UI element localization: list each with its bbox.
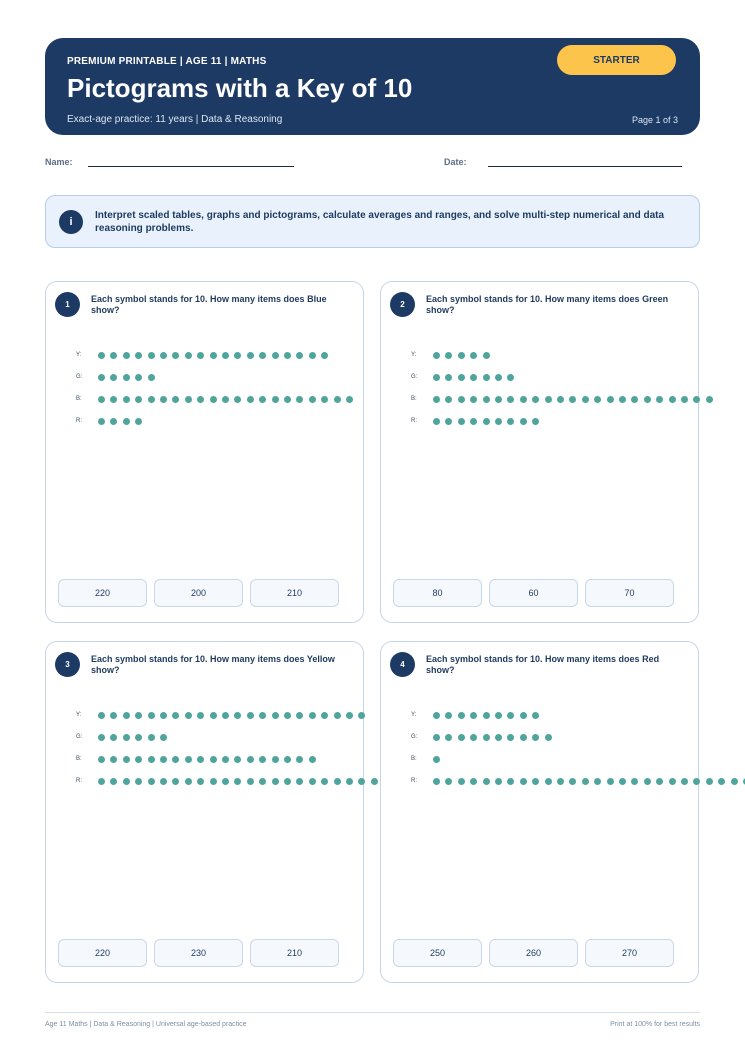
pictogram-symbol [470,374,477,381]
pictogram-symbol [470,396,477,403]
answer-option[interactable]: 220 [58,939,147,967]
pictogram-symbol [495,418,502,425]
info-box [45,195,700,248]
info-icon: i [59,210,83,234]
pictogram-symbol [358,778,365,785]
pictogram-symbol [160,778,167,785]
pictogram-symbol [110,374,117,381]
pictogram-symbol [247,778,254,785]
pictogram-symbol [309,352,316,359]
pictogram-symbol [569,396,576,403]
footer-left: Age 11 Maths | Data & Reasoning | Universal age-based practice [45,1021,247,1028]
pictogram-symbol [458,778,465,785]
pictogram-symbol [532,734,539,741]
pictogram-symbol [520,712,527,719]
pictogram-symbol [520,396,527,403]
answer-option[interactable]: 200 [154,579,243,607]
pictogram-symbol [284,352,291,359]
pictogram-symbol [98,374,105,381]
pictogram-symbol [656,396,663,403]
pictogram-symbol [172,756,179,763]
row-label: G: [411,374,418,380]
pictogram-symbol [110,418,117,425]
pictogram-symbol [557,778,564,785]
pictogram-symbol [458,712,465,719]
row-label: R: [411,778,417,784]
pictogram-symbol [309,712,316,719]
pictogram-symbol [135,778,142,785]
pictogram-symbol [110,396,117,403]
pictogram-symbol [110,734,117,741]
question-text: Each symbol stands for 10. How many items does Yellow show? [91,654,335,675]
pictogram-symbol [358,712,365,719]
pictogram-symbol [321,712,328,719]
pictogram-symbol [507,712,514,719]
pictogram-symbol [433,756,440,763]
row-label: R: [76,418,82,424]
question-number: 3 [55,652,80,677]
pictogram-symbol [607,396,614,403]
row-label: G: [411,734,418,740]
pictogram-symbol [445,778,452,785]
pictogram-symbol [681,778,688,785]
pictogram-symbol [433,374,440,381]
pictogram-symbol [309,396,316,403]
pictogram-symbol [582,396,589,403]
pictogram-symbol [197,756,204,763]
pictogram-symbol [272,778,279,785]
pictogram-symbol [644,778,651,785]
question-text: Each symbol stands for 10. How many items does Green show? [426,294,669,315]
pictogram-symbol [520,778,527,785]
pictogram-symbol [433,734,440,741]
footer-right: Print at 100% for best results [610,1021,700,1028]
row-label: B: [76,396,82,402]
pictogram-symbol [507,734,514,741]
pictogram-symbol [123,712,130,719]
pictogram-symbol [98,778,105,785]
answer-option[interactable]: 60 [489,579,578,607]
pictogram-symbol [110,756,117,763]
pictogram-symbol [185,396,192,403]
pictogram-symbol [433,418,440,425]
pictogram-symbol [495,396,502,403]
question-card [380,281,699,623]
pictogram-symbol [371,778,378,785]
pictogram-symbol [557,396,564,403]
pictogram-symbol [433,396,440,403]
pictogram-symbol [309,778,316,785]
pictogram-symbol [110,712,117,719]
pictogram-symbol [284,712,291,719]
pictogram-symbol [259,396,266,403]
pictogram-symbol [433,778,440,785]
pictogram-symbol [669,778,676,785]
pictogram-symbol [210,712,217,719]
answer-option[interactable]: 70 [585,579,674,607]
pictogram-symbol [445,712,452,719]
pictogram-symbol [172,352,179,359]
pictogram-symbol [296,396,303,403]
pictogram-symbol [532,778,539,785]
pictogram-symbol [706,396,713,403]
pictogram-symbol [284,756,291,763]
pictogram-symbol [594,778,601,785]
row-label: B: [411,396,417,402]
pictogram-symbol [582,778,589,785]
pictogram-symbol [185,778,192,785]
pictogram-symbol [458,734,465,741]
pictogram-symbol [135,756,142,763]
answer-option[interactable]: 260 [489,939,578,967]
pictogram-symbol [458,374,465,381]
pictogram-symbol [433,352,440,359]
pictogram-symbol [185,352,192,359]
row-label: R: [76,778,82,784]
pictogram-symbol [507,374,514,381]
pictogram-symbol [731,778,738,785]
pictogram-symbol [532,396,539,403]
pictogram-symbol [545,778,552,785]
pictogram-symbol [296,352,303,359]
question-number: 4 [390,652,415,677]
pictogram-symbol [160,756,167,763]
pictogram-symbol [234,778,241,785]
pictogram-symbol [321,396,328,403]
pictogram-symbol [445,374,452,381]
pictogram-symbol [296,778,303,785]
pictogram-symbol [594,396,601,403]
pictogram-symbol [98,352,105,359]
question-card [45,281,364,623]
row-label: Y: [76,352,82,358]
pictogram-symbol [545,734,552,741]
pictogram-symbol [197,396,204,403]
pictogram-symbol [172,778,179,785]
pictogram-symbol [172,712,179,719]
answer-option[interactable]: 80 [393,579,482,607]
pictogram-symbol [123,396,130,403]
pictogram-symbol [110,778,117,785]
row-label: B: [411,756,417,762]
question-card [45,641,364,983]
pictogram-symbol [210,352,217,359]
pictogram-symbol [669,396,676,403]
pictogram-symbol [160,712,167,719]
pictogram-symbol [272,712,279,719]
pictogram-symbol [545,396,552,403]
pictogram-symbol [507,778,514,785]
row-label: Y: [411,352,417,358]
pictogram-symbol [234,352,241,359]
question-card [380,641,699,983]
pictogram-symbol [98,418,105,425]
question-text: Each symbol stands for 10. How many items does Blue show? [91,294,327,315]
pictogram-symbol [433,712,440,719]
name-label: Name: [45,157,73,167]
page-title: Pictograms with a Key of 10 [67,73,413,103]
pictogram-symbol [483,778,490,785]
pictogram-symbol [272,756,279,763]
pictogram-symbol [197,352,204,359]
date-field[interactable] [488,166,682,167]
worksheet-header [45,38,700,135]
pictogram-symbol [222,712,229,719]
row-label: G: [76,734,83,740]
info-text: Interpret scaled tables, graphs and pictograms, calculate averages and ranges, and solve multi-step numerical and data reasoning problems. [95,210,665,234]
pictogram-symbol [123,418,130,425]
pictogram-symbol [346,396,353,403]
pictogram-symbol [98,734,105,741]
pictogram-symbol [135,396,142,403]
pictogram-symbol [644,396,651,403]
pictogram-symbol [234,396,241,403]
pictogram-symbol [495,712,502,719]
pictogram-symbol [222,778,229,785]
pictogram-symbol [148,756,155,763]
pictogram-symbol [272,352,279,359]
pictogram-symbol [135,352,142,359]
pictogram-symbol [135,374,142,381]
pictogram-symbol [483,374,490,381]
pictogram-symbol [470,778,477,785]
pictogram-symbol [445,352,452,359]
pictogram-symbol [470,712,477,719]
pictogram-symbol [234,712,241,719]
pictogram-symbol [210,396,217,403]
pictogram-symbol [607,778,614,785]
pictogram-symbol [148,712,155,719]
name-field[interactable] [88,166,294,167]
pictogram-symbol [470,734,477,741]
pictogram-symbol [445,734,452,741]
pictogram-symbol [247,352,254,359]
pictogram-symbol [458,352,465,359]
pictogram-symbol [222,396,229,403]
pictogram-symbol [296,756,303,763]
answer-option[interactable]: 210 [250,579,339,607]
pictogram-symbol [334,396,341,403]
pictogram-symbol [160,396,167,403]
page-number: Page 1 of 3 [631,115,678,125]
question-text: Each symbol stands for 10. How many items does Red show? [426,654,660,675]
pictogram-symbol [532,418,539,425]
pictogram-symbol [718,778,725,785]
pictogram-symbol [483,352,490,359]
pictogram-symbol [334,712,341,719]
pictogram-symbol [470,418,477,425]
row-label: Y: [411,712,417,718]
answer-option[interactable]: 230 [154,939,243,967]
pictogram-symbol [222,756,229,763]
pictogram-symbol [135,734,142,741]
pictogram-symbol [148,352,155,359]
pictogram-symbol [272,396,279,403]
pictogram-symbol [185,712,192,719]
pictogram-symbol [160,352,167,359]
pictogram-symbol [123,756,130,763]
pictogram-symbol [185,756,192,763]
pictogram-symbol [321,778,328,785]
date-label: Date: [444,157,467,167]
pictogram-symbol [656,778,663,785]
pictogram-symbol [470,352,477,359]
pictogram-symbol [259,778,266,785]
pictogram-symbol [197,712,204,719]
answer-option[interactable]: 220 [58,579,147,607]
pictogram-symbol [123,374,130,381]
pictogram-symbol [210,756,217,763]
pictogram-symbol [483,712,490,719]
pictogram-symbol [123,734,130,741]
pictogram-symbol [247,756,254,763]
pictogram-symbol [135,418,142,425]
question-number: 1 [55,292,80,317]
pictogram-symbol [148,734,155,741]
pictogram-symbol [123,778,130,785]
pictogram-symbol [296,712,303,719]
header-tag: PREMIUM PRINTABLE | AGE 11 | MATHS [67,56,267,67]
pictogram-symbol [445,396,452,403]
pictogram-symbol [284,396,291,403]
pictogram-symbol [309,756,316,763]
row-label: G: [76,374,83,380]
pictogram-symbol [346,712,353,719]
row-label: R: [411,418,417,424]
pictogram-symbol [346,778,353,785]
pictogram-symbol [98,756,105,763]
answer-option[interactable]: 210 [250,939,339,967]
pictogram-symbol [706,778,713,785]
pictogram-symbol [284,778,291,785]
pictogram-symbol [259,352,266,359]
pictogram-symbol [123,352,130,359]
pictogram-symbol [631,778,638,785]
pictogram-symbol [483,734,490,741]
pictogram-symbol [148,396,155,403]
pictogram-symbol [110,352,117,359]
pictogram-symbol [693,396,700,403]
pictogram-symbol [98,712,105,719]
pictogram-symbol [247,712,254,719]
level-badge: STARTER [557,45,676,75]
answer-option[interactable]: 250 [393,939,482,967]
pictogram-symbol [445,418,452,425]
pictogram-symbol [483,396,490,403]
pictogram-symbol [247,396,254,403]
pictogram-symbol [619,778,626,785]
pictogram-symbol [693,778,700,785]
row-label: B: [76,756,82,762]
pictogram-symbol [160,734,167,741]
pictogram-symbol [532,712,539,719]
pictogram-symbol [520,734,527,741]
pictogram-symbol [234,756,241,763]
pictogram-symbol [259,756,266,763]
row-label: Y: [76,712,82,718]
pictogram-symbol [98,396,105,403]
pictogram-symbol [222,352,229,359]
pictogram-symbol [619,396,626,403]
answer-option[interactable]: 270 [585,939,674,967]
question-number: 2 [390,292,415,317]
pictogram-symbol [681,396,688,403]
pictogram-symbol [172,396,179,403]
header-subtitle: Exact-age practice: 11 years | Data & Reasoning [67,114,283,125]
pictogram-symbol [259,712,266,719]
pictogram-symbol [495,374,502,381]
pictogram-symbol [507,396,514,403]
pictogram-symbol [520,418,527,425]
pictogram-symbol [148,374,155,381]
pictogram-symbol [495,778,502,785]
pictogram-symbol [495,734,502,741]
pictogram-symbol [321,352,328,359]
pictogram-symbol [507,418,514,425]
pictogram-symbol [631,396,638,403]
pictogram-symbol [458,396,465,403]
pictogram-symbol [458,418,465,425]
pictogram-symbol [569,778,576,785]
pictogram-symbol [135,712,142,719]
pictogram-symbol [148,778,155,785]
pictogram-symbol [197,778,204,785]
footer-divider [45,1012,700,1013]
pictogram-symbol [483,418,490,425]
pictogram-symbol [334,778,341,785]
pictogram-symbol [210,778,217,785]
